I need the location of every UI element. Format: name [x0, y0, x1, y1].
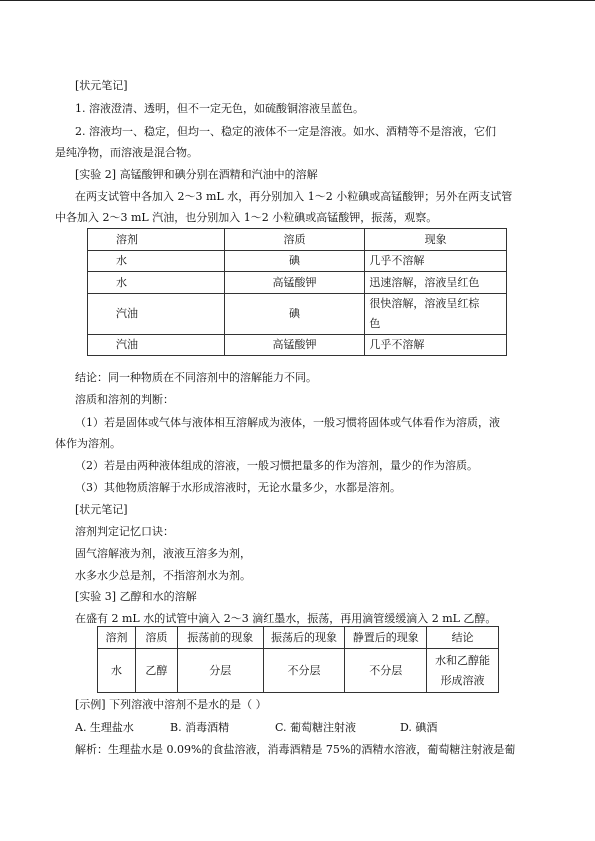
table-header: 溶质	[135, 627, 177, 649]
experiment-2-table	[87, 228, 507, 356]
experiment-3-title: [实验 3] 乙醇和水的溶解	[75, 590, 197, 603]
experiment-3-table	[97, 626, 499, 693]
mnemonic-line-2: 水多水少总是剂，不指溶剂水为剂。	[75, 569, 251, 582]
experiment-2-text-line1: 在两支试管中各加入 2～3 mL 水，再分别加入 1～2 小粒碘或高锰酸钾；另外在两支试管	[75, 190, 513, 203]
option-a: A. 生理盐水	[75, 721, 134, 734]
table-cell-line: 形成溶液	[440, 673, 485, 687]
judge-rule-1-line2: 体作为溶剂。	[55, 437, 121, 450]
table-cell: 几乎不溶解	[365, 335, 507, 356]
judge-heading: 溶质和溶剂的判断：	[75, 393, 174, 406]
table-row	[88, 251, 507, 272]
table-header: 溶质	[224, 229, 365, 251]
table-header: 静置后的现象	[345, 627, 427, 649]
option-d: D. 碘酒	[400, 721, 438, 734]
table-cell: 碘	[224, 251, 365, 272]
judge-rule-1-line1: （1）若是固体或气体与液体相互溶解成为液体，一般习惯将固体或气体看作为溶质，液	[75, 416, 500, 429]
table-cell: 高锰酸钾	[224, 272, 365, 294]
table-header: 振荡后的现象	[263, 627, 345, 649]
table-cell: 几乎不溶解	[365, 251, 507, 272]
table-header: 结论	[427, 627, 499, 649]
table-header: 溶剂	[98, 627, 136, 649]
note-point-2-line2: 是纯净物，而溶液是混合物。	[55, 146, 198, 159]
table-cell	[427, 649, 499, 693]
experiment-2-title: [实验 2] 高锰酸钾和碘分别在酒精和汽油中的溶解	[75, 168, 318, 181]
note-point-2-line1: 2. 溶液均一、稳定，但均一、稳定的液体不一定是溶液。如水、酒精等不是溶液，它们	[75, 125, 496, 138]
table-row	[98, 649, 499, 693]
table-cell: 水	[88, 272, 225, 294]
page-top-rule	[0, 0, 595, 1]
judge-rule-3: （3）其他物质溶解于水形成溶液时，无论水量多少，水都是溶剂。	[75, 481, 401, 494]
table-cell-line: 很快溶解，溶液呈红棕	[369, 297, 480, 310]
mnemonic-line-1: 固气溶解液为剂，液液互溶多为剂，	[75, 547, 251, 560]
table-cell: 乙醇	[135, 649, 177, 693]
table-cell-line: 水和乙醇能	[435, 653, 491, 667]
judge-rule-2: （2）若是由两种液体组成的溶液，一般习惯把量多的作为溶剂，量少的作为溶质。	[75, 459, 478, 472]
table-cell: 汽油	[88, 335, 225, 356]
table-cell: 不分层	[263, 649, 345, 693]
note-point-1: 1. 溶液澄清、透明，但不一定无色，如硫酸铜溶液呈蓝色。	[75, 102, 364, 115]
table-row	[88, 294, 507, 335]
table-cell: 高锰酸钾	[224, 335, 365, 356]
example-question: [示例] 下列溶液中溶剂不是水的是（ ）	[75, 698, 267, 711]
analysis-text: 解析：生理盐水是 0.09%的食盐溶液，消毒酒精是 75%的酒精水溶液，葡萄糖注射液是葡	[75, 743, 516, 756]
table-row	[88, 335, 507, 356]
option-b: B. 消毒酒精	[170, 721, 230, 734]
table-cell	[365, 294, 507, 335]
table-header: 现象	[365, 229, 507, 251]
mnemonic-heading: 溶剂判定记忆口诀：	[75, 525, 174, 538]
table-header-row	[88, 229, 507, 251]
table-row	[88, 272, 507, 294]
table-cell: 汽油	[88, 294, 225, 335]
note-heading: [状元笔记]	[75, 79, 128, 92]
table-header: 溶剂	[88, 229, 225, 251]
experiment-2-text-line2: 中各加入 2～3 mL 汽油，也分别加入 1～2 小粒碘或高锰酸钾，振荡，观察。	[55, 211, 438, 224]
table-cell: 分层	[177, 649, 263, 693]
table-cell: 不分层	[345, 649, 427, 693]
table-cell: 迅速溶解，溶液呈红色	[365, 272, 507, 294]
table-header-row	[98, 627, 499, 649]
table-cell: 碘	[224, 294, 365, 335]
table-cell-line: 色	[369, 317, 381, 330]
table-cell: 水	[88, 251, 225, 272]
table-cell: 水	[98, 649, 136, 693]
table-header: 振荡前的现象	[177, 627, 263, 649]
option-c: C. 葡萄糖注射液	[275, 721, 357, 734]
conclusion: 结论：同一种物质在不同溶剂中的溶解能力不同。	[75, 371, 317, 384]
note-heading: [状元笔记]	[75, 503, 128, 516]
experiment-3-text: 在盛有 2 mL 水的试管中滴入 2～3 滴红墨水，振荡，再用滴管缓缓滴入 2 mL 乙醇。	[75, 612, 497, 625]
